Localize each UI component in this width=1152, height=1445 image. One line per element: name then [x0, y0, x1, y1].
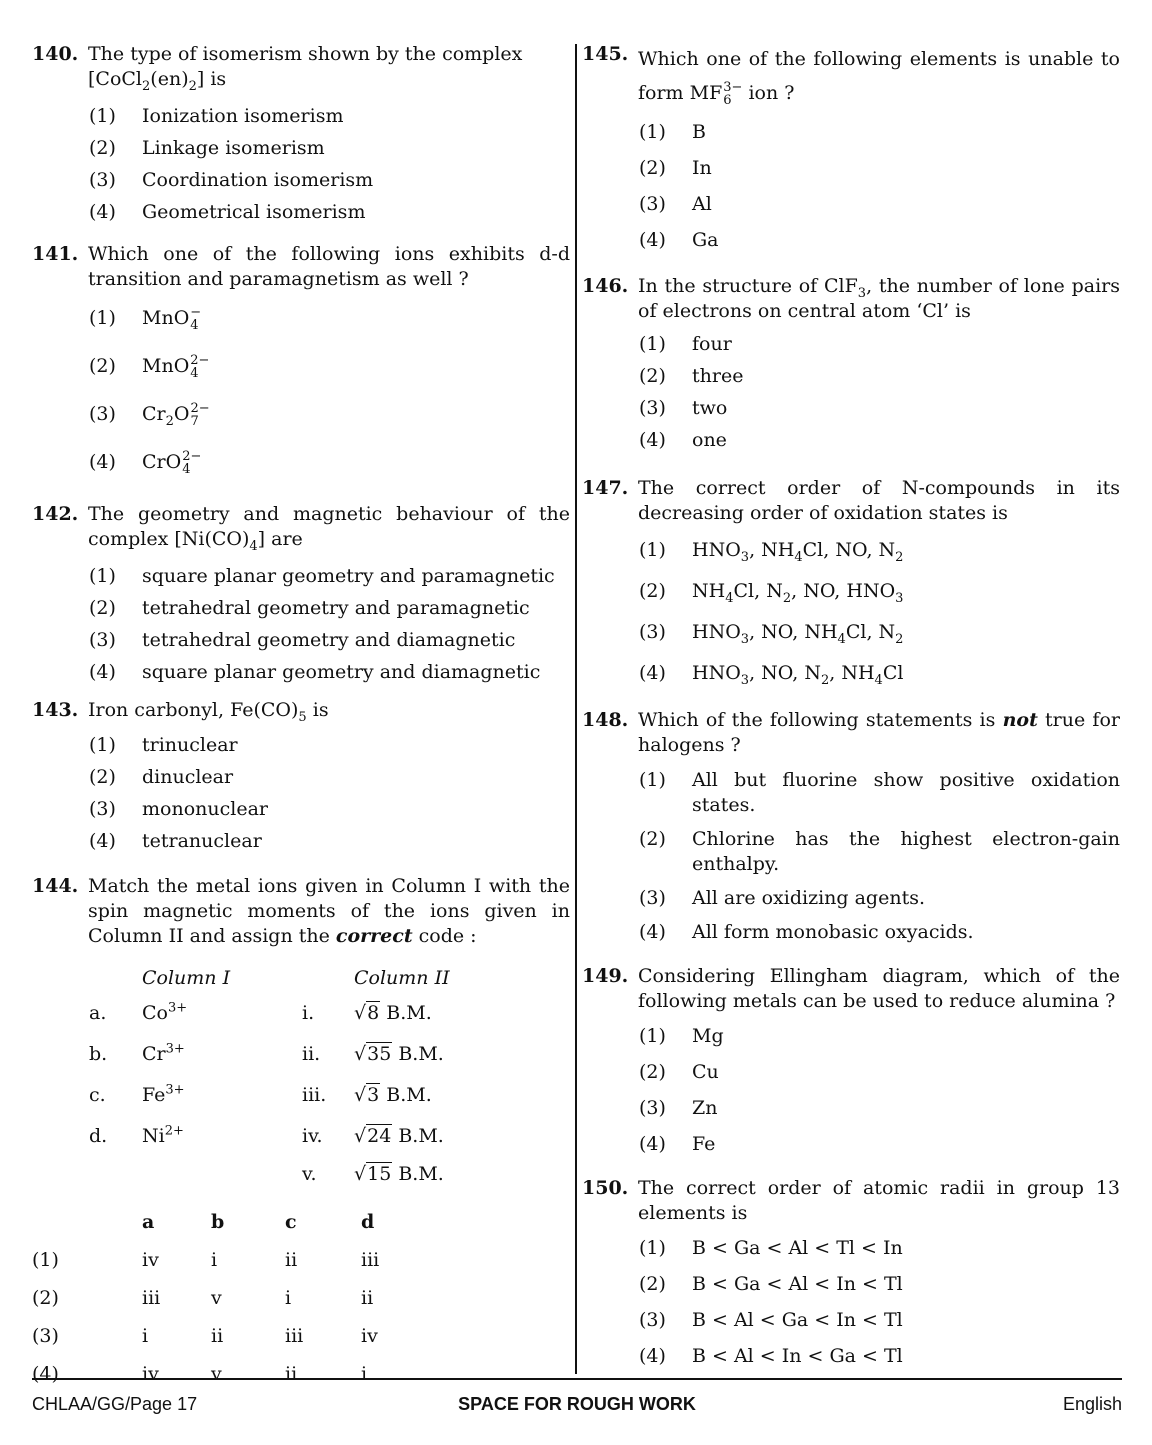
match-table [89, 963, 570, 1191]
option: (3) Al [639, 193, 712, 215]
code-row: (2) iii v i ii [32, 1286, 374, 1309]
option: (3) B < Al < Ga < In < Tl [639, 1309, 903, 1331]
question-number: 149. [582, 965, 629, 987]
question-number: 146. [582, 275, 629, 297]
option: (2) Cu [639, 1061, 719, 1083]
option: (1) four [639, 333, 732, 355]
code-row: (4) iv v ii i [32, 1362, 368, 1385]
page-footer [32, 1378, 1122, 1414]
option: (1) B < Ga < Al < Tl < In [639, 1237, 903, 1259]
question-text: Which one of the following elements is unable to form MF 3− 6 ion ? [638, 48, 1120, 108]
question-text: In the structure of ClF$_3$, the number of lone pairs of electrons on central atom ‘Cl’ is [638, 275, 1120, 322]
option: (1) B [639, 121, 706, 143]
match-row: a. $Co^{3+}$ i. √8 B.M. [89, 1000, 432, 1024]
option: (3) Zn [639, 1097, 718, 1119]
question-149 [582, 964, 1120, 1176]
question-number: 150. [582, 1177, 629, 1199]
option: (2) $NH_4Cl$, $N_2$, NO, $HNO_3$ [639, 580, 904, 606]
question-number: 140. [32, 43, 79, 65]
question-number: 142. [32, 503, 79, 525]
option: (3) All are oxidizing agents. [639, 887, 926, 909]
option: (2) dinuclear [89, 766, 234, 788]
column-divider [575, 44, 577, 1374]
match-row: c. $Fe^{3+}$ iii. √3 B.M. [89, 1082, 432, 1106]
question-text: Match the metal ions given in Column I with the spin magnetic moments of the ions given in Column II and assign the correct code : [88, 875, 570, 947]
question-text: Considering Ellingham diagram, which of the following metals can be used to reduce alumina ? [638, 965, 1120, 1012]
option: (4) Geometrical isomerism [89, 201, 366, 223]
question-150 [582, 1176, 1120, 1380]
column-i-header: Column I [142, 966, 231, 989]
option: (3) two [639, 397, 728, 419]
question-146 [582, 274, 1120, 476]
question-142 [32, 502, 570, 698]
option: (1) trinuclear [89, 734, 238, 756]
question-143 [32, 698, 570, 874]
option: (3) mononuclear [89, 798, 268, 820]
option: (3) $HNO_3$, NO, $NH_4Cl$, $N_2$ [639, 621, 904, 647]
right-column [582, 42, 1120, 1380]
question-text: The correct order of N-compounds in its decreasing order of oxidation states is [638, 477, 1120, 524]
question-147 [582, 476, 1120, 708]
option: (2) Linkage isomerism [89, 137, 325, 159]
question-number: 147. [582, 477, 629, 499]
question-number: 141. [32, 243, 79, 265]
option: (4) All form monobasic oxyacids. [639, 921, 974, 943]
option: (1) MnO − 4 [89, 305, 202, 333]
option: (1) $HNO_3$, $NH_4Cl$, NO, $N_2$ [639, 539, 904, 565]
left-column [32, 42, 570, 1393]
option: (4) Ga [639, 229, 719, 251]
option: (1) Mg [639, 1025, 724, 1047]
page-code: CHLAA/GG/Page 17 [32, 1394, 198, 1414]
question-text: Which one of the following ions exhibits d-d transition and paramagnetism as well ? [88, 243, 570, 290]
match-row: v. √15 B.M. [302, 1162, 444, 1185]
option: (4) square planar geometry and diamagnetic [89, 661, 541, 683]
question-text: Iron carbonyl, $Fe(CO)_5$ is [88, 699, 329, 725]
option: (4) one [639, 429, 727, 451]
option: (4) Fe [639, 1133, 716, 1155]
question-140 [32, 42, 570, 242]
question-number: 148. [582, 709, 629, 731]
column-ii-header: Column II [354, 966, 450, 989]
question-144 [32, 874, 570, 1393]
question-text: The correct order of atomic radii in group 13 elements is [638, 1177, 1120, 1224]
option: (2) Chlorine has the highest electron-gain enthalpy. [639, 828, 1120, 875]
match-row: d. $Ni^{2+}$ iv. √24 B.M. [89, 1123, 444, 1147]
question-number: 143. [32, 699, 79, 721]
question-number: 145. [582, 43, 629, 65]
option: (1) Ionization isomerism [89, 105, 344, 127]
question-148 [582, 708, 1120, 964]
code-row: (3) i ii iii iv [32, 1324, 378, 1347]
question-text: Which of the following statements is not true for halogens ? [638, 709, 1120, 756]
option: (3) tetrahedral geometry and diamagnetic [89, 629, 516, 651]
rough-work-label: SPACE FOR ROUGH WORK [458, 1394, 696, 1414]
option: (4) tetranuclear [89, 830, 262, 852]
option: (1) square planar geometry and paramagnetic [89, 565, 555, 587]
option: (4) CrO 2− 4 [89, 449, 202, 477]
question-text: The type of isomerism shown by the complex $[CoCl_2(en)_2]$ is [88, 43, 523, 94]
question-number: 144. [32, 875, 79, 897]
option: (3) $Cr_2O$ 2− 7 [89, 401, 210, 429]
language-label: English [1062, 1394, 1122, 1414]
option: (4) B < Al < In < Ga < Tl [639, 1345, 903, 1367]
option: (2) In [639, 157, 712, 179]
option: (1) All but fluorine show positive oxidation states. [639, 769, 1120, 816]
option: (2) tetrahedral geometry and paramagnetic [89, 597, 530, 619]
option: (4) $HNO_3$, NO, $N_2$, $NH_4Cl$ [639, 662, 904, 688]
option: (2) B < Ga < Al < In < Tl [639, 1273, 903, 1295]
option: (3) Coordination isomerism [89, 169, 374, 191]
option: (2) MnO 2− 4 [89, 353, 210, 381]
question-text: The geometry and magnetic behaviour of the complex $[Ni(CO)_4]$ are [88, 503, 570, 554]
option: (2) three [639, 365, 744, 387]
answer-codes: a b c d (1) iv i ii iii (2) iii v i ii (3) i ii iii iv (4) iv v ii i [32, 1203, 570, 1393]
question-145 [582, 42, 1120, 274]
code-row: (1) iv i ii iii [32, 1248, 380, 1271]
match-row: b. $Cr^{3+}$ ii. √35 B.M. [89, 1041, 444, 1065]
question-141 [32, 242, 570, 502]
